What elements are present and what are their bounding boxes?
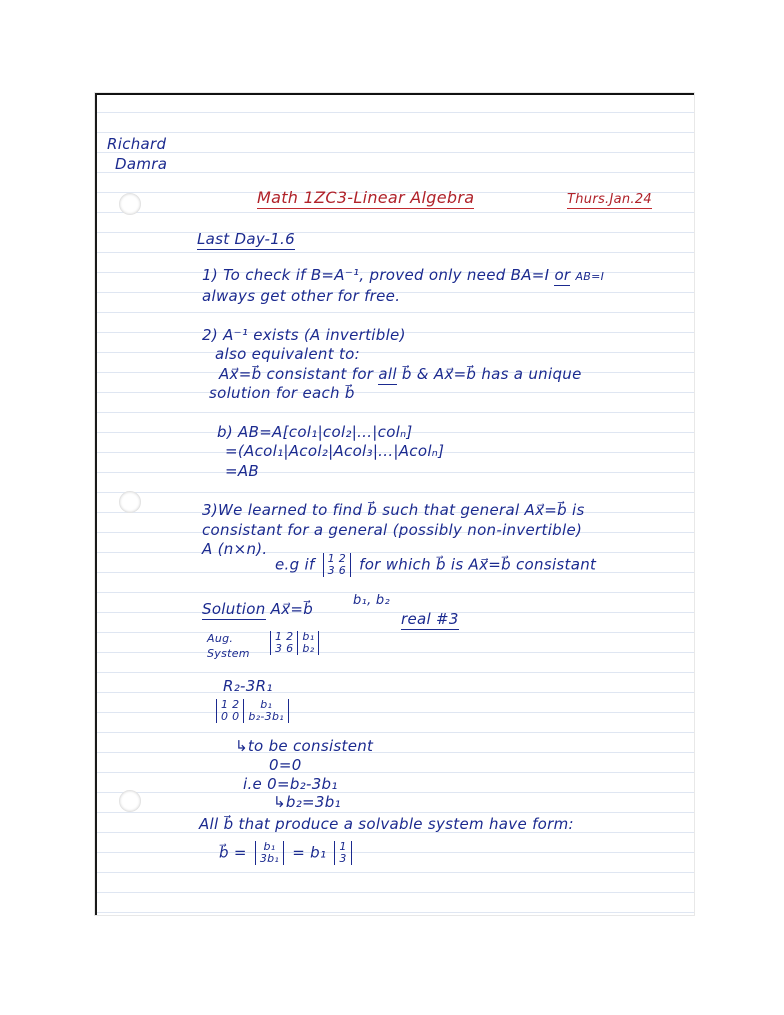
item2-line1: 2) A⁻¹ exists (A invertible) <box>202 326 406 344</box>
reduced-matrix: 1 2 0 0b₁ b₂-3b₁ <box>213 699 292 723</box>
item2-line3: Ax⃗=b⃗ consistant for all b⃗ & Ax⃗=b⃗ has a unique <box>219 365 582 383</box>
binder-hole <box>119 193 141 215</box>
binder-hole <box>119 790 141 812</box>
item2-b-line2: =(Acol₁|Acol₂|Acol₃|...|Acolₙ] <box>225 442 445 460</box>
item3-line2: consistant for a general (possibly non-invertible) <box>202 521 583 539</box>
note-date: Thurs.Jan.24 <box>567 192 652 207</box>
item3-line3: A (n×n). <box>202 540 268 558</box>
item3-example: e.g if 1 2 3 6 for which b⃗ is Ax⃗=b⃗ consistant <box>275 552 597 577</box>
example-matrix: 1 2 3 6 <box>323 553 351 577</box>
item2-line2: also equivalent to: <box>215 345 360 363</box>
item1-line2: always get other for free. <box>202 287 401 305</box>
page-top-edge <box>95 93 694 95</box>
page-left-edge <box>95 93 97 915</box>
notebook-page <box>95 93 694 915</box>
item2-all: all <box>378 365 397 383</box>
item3-line1: 3)We learned to find b⃗ such that general Ax⃗=b⃗ is <box>202 501 585 519</box>
ie-equation: i.e 0=b₂-3b₁ <box>243 775 338 793</box>
b2-equation: ↳b₂=3b₁ <box>273 793 341 811</box>
item1-line1: 1) To check if B=A⁻¹, proved only need BA=I or AB=I <box>202 266 605 284</box>
all-b-statement: All b⃗ that produce a solvable system have form: <box>199 815 574 833</box>
consistency-note: ↳to be consistent <box>235 737 374 755</box>
item2-b-line3: =AB <box>225 462 260 480</box>
section-heading: Last Day-1.6 <box>197 230 295 248</box>
solution-equation: Ax⃗=b⃗ <box>270 600 314 618</box>
item2-line4: solution for each b⃗ <box>209 384 355 402</box>
general-form: b⃗ = b₁ 3b₁ = b₁ 1 3 <box>219 841 355 865</box>
real-numbers-note: real #3 <box>401 610 459 628</box>
solution-label: Solution <box>202 600 266 618</box>
author-first-name: Richard <box>107 135 167 153</box>
solution-line <box>202 600 313 618</box>
page-title: Math 1ZC3-Linear Algebra <box>257 188 475 207</box>
item1-tail: AB=I <box>575 270 605 283</box>
author-last-name: Damra <box>115 155 168 173</box>
augmented-matrix: 1 2 3 6b₁ b₂ <box>267 631 322 655</box>
aug-system-label: Aug. System <box>207 632 250 660</box>
b-note: b₁, b₂ <box>353 593 390 608</box>
item1-or: or <box>554 266 571 284</box>
zero-equation: 0=0 <box>269 756 302 774</box>
row-operation: R₂-3R₁ <box>223 677 273 695</box>
binder-hole <box>119 491 141 513</box>
item2-b-line1: b) AB=A[col₁|col₂|...|colₙ] <box>217 423 413 441</box>
